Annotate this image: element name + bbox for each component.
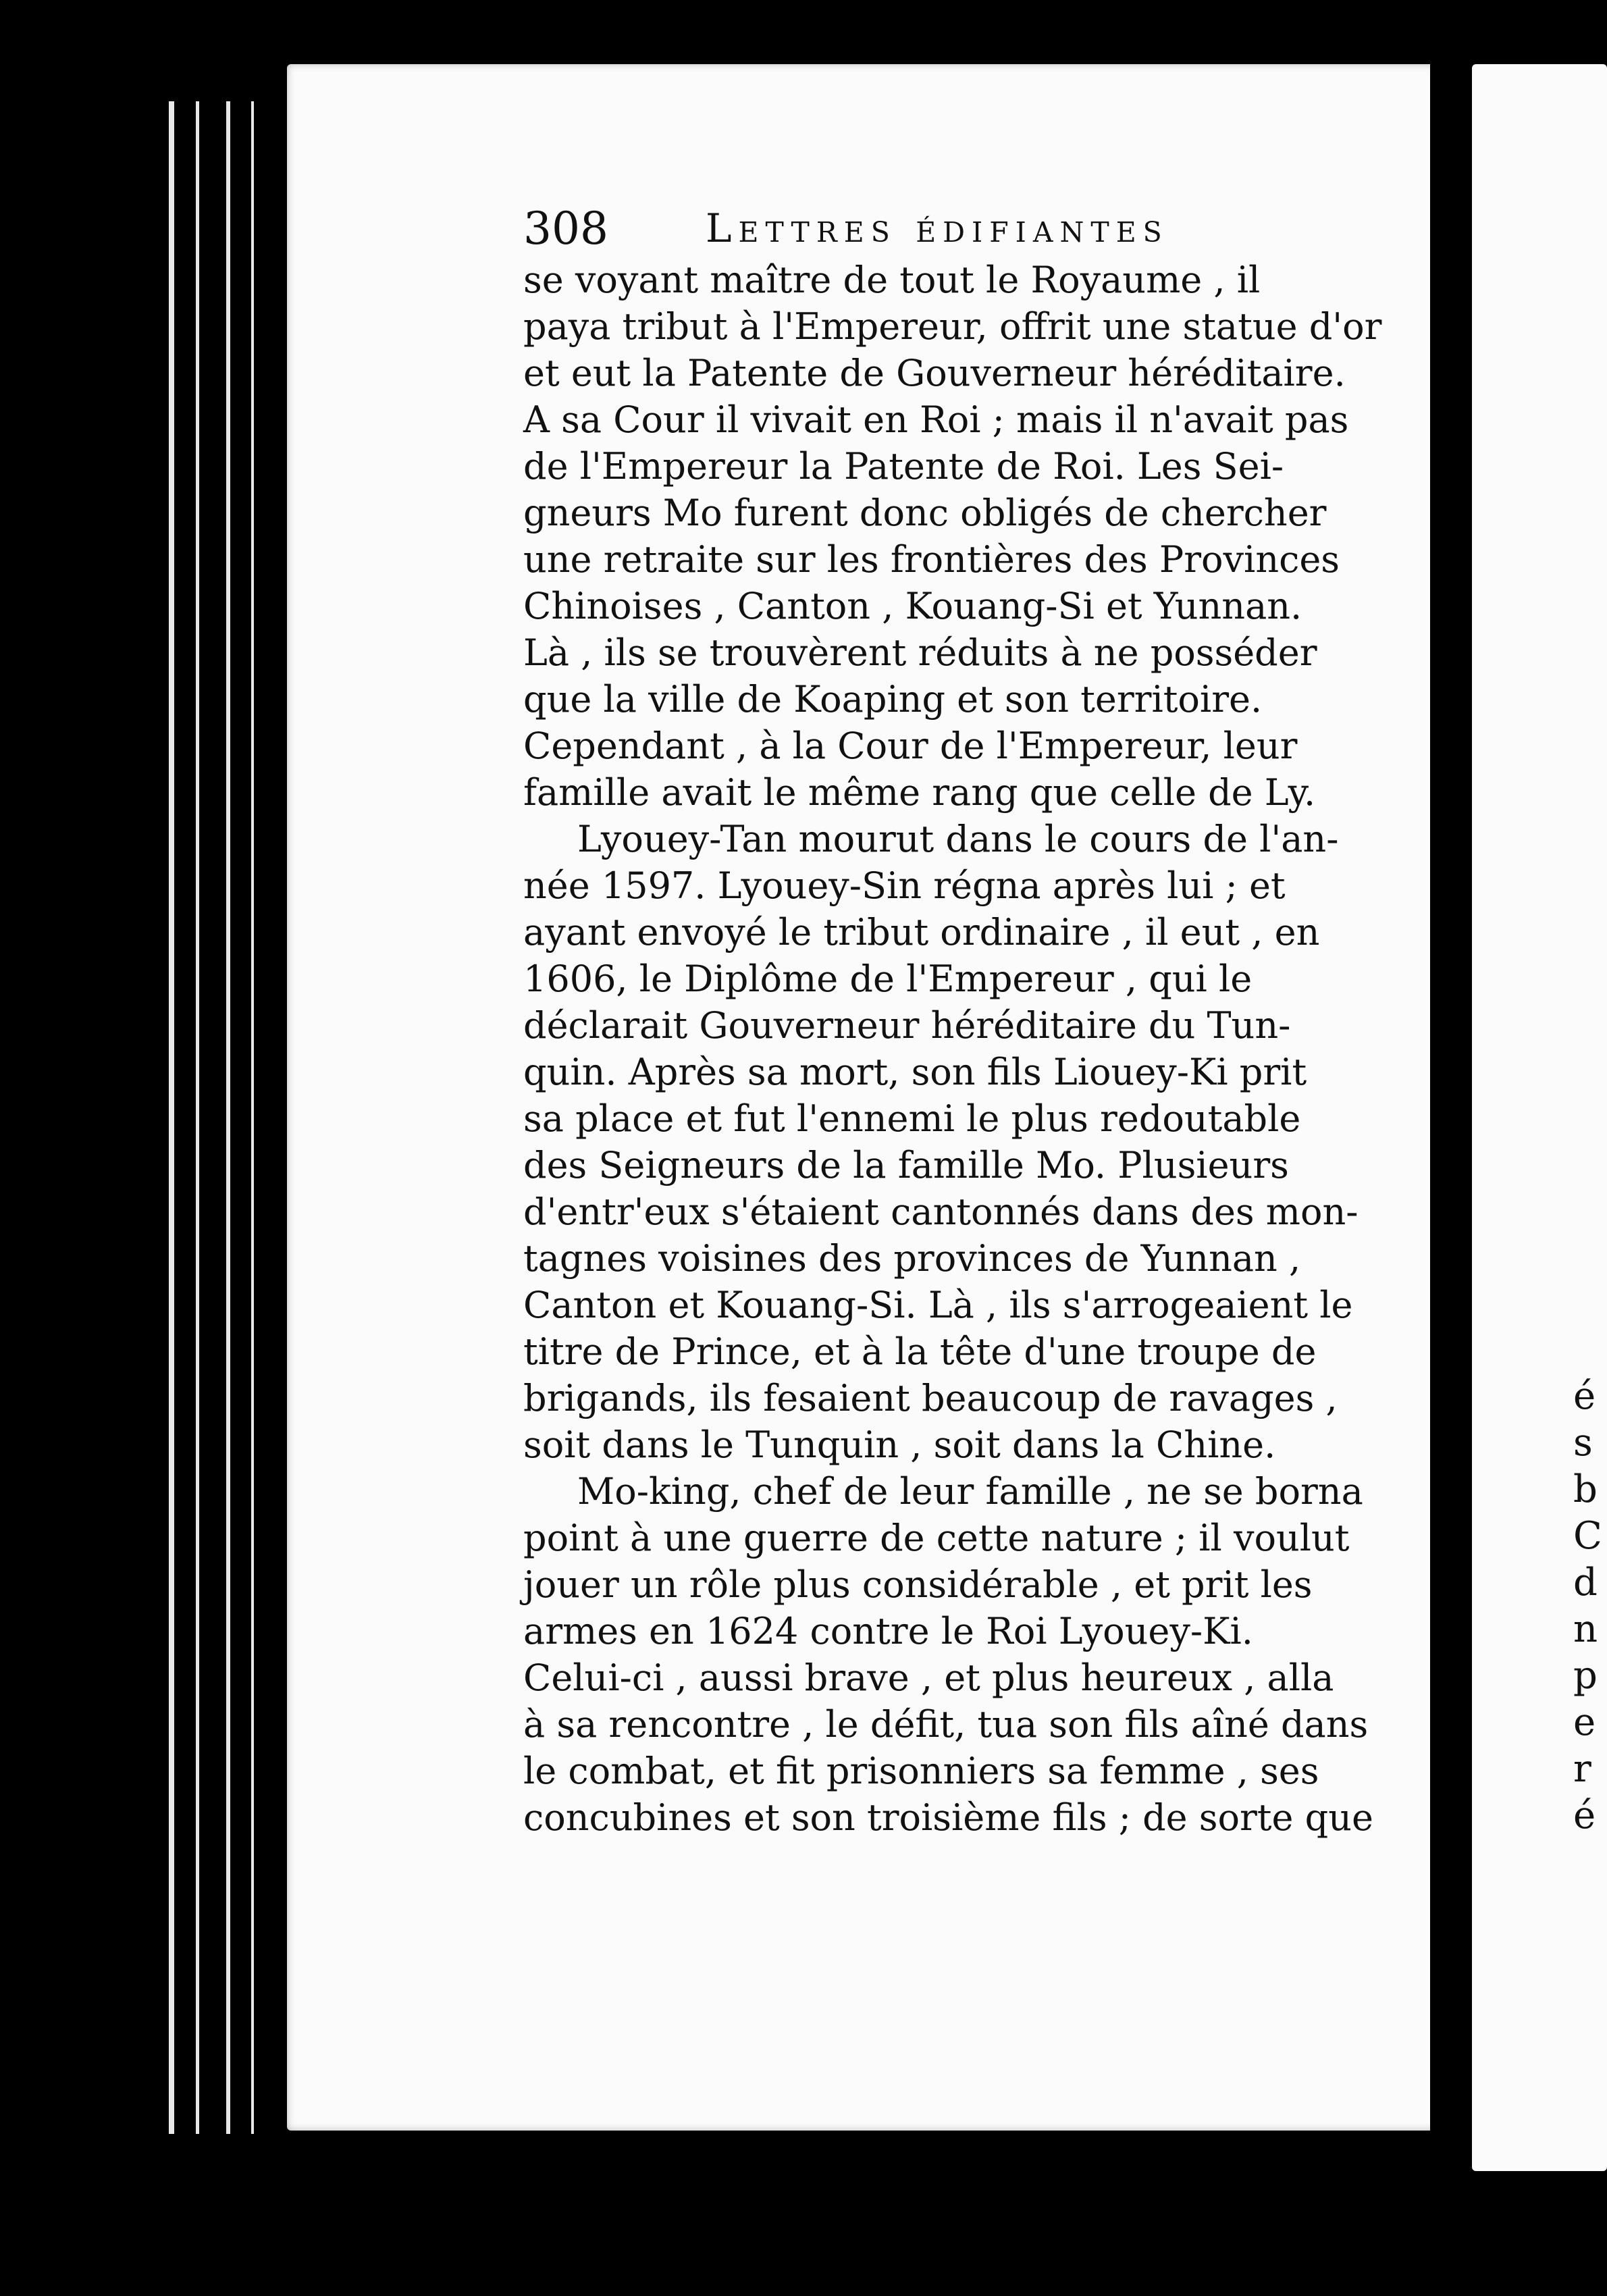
text-line: déclarait Gouverneur héréditaire du Tun- bbox=[523, 1004, 1291, 1047]
running-title: Lettres édifiantes bbox=[706, 205, 1169, 251]
facing-page-letter: p bbox=[1573, 1654, 1598, 1698]
text-line: Canton et Kouang-Si. Là , ils s'arrogeaient le bbox=[523, 1284, 1353, 1326]
text-line: et eut la Patente de Gouverneur héréditaire. bbox=[523, 352, 1346, 394]
text-line: paya tribut à l'Empereur, offrit une statue d'or bbox=[523, 305, 1382, 348]
body-text bbox=[523, 257, 1382, 1841]
facing-page-letter: s bbox=[1573, 1421, 1593, 1465]
text-line: Là , ils se trouvèrent réduits à ne posséder bbox=[523, 631, 1317, 674]
fore-edge-stripe bbox=[226, 101, 230, 2134]
text-line: A sa Cour il vivait en Roi ; mais il n'avait pas bbox=[523, 398, 1349, 441]
text-line: quin. Après sa mort, son fils Liouey-Ki prit bbox=[523, 1051, 1307, 1093]
text-line: à sa rencontre , le défit, tua son fils aîné dans bbox=[523, 1703, 1369, 1746]
text-line: jouer un rôle plus considérable , et prit les bbox=[523, 1563, 1313, 1606]
facing-page-letter: b bbox=[1573, 1467, 1598, 1511]
fore-edge-stripe bbox=[169, 101, 174, 2134]
text-line: née 1597. Lyouey-Sin régna après lui ; et bbox=[523, 864, 1286, 907]
facing-page-letter: C bbox=[1573, 1514, 1602, 1558]
text-line: Lyouey-Tan mourut dans le cours de l'an- bbox=[577, 818, 1339, 860]
text-line: armes en 1624 contre le Roi Lyouey-Ki. bbox=[523, 1610, 1253, 1652]
text-line: une retraite sur les frontières des Provinces bbox=[523, 538, 1340, 581]
text-line: des Seigneurs de la famille Mo. Plusieurs bbox=[523, 1144, 1289, 1186]
text-line: point à une guerre de cette nature ; il voulut bbox=[523, 1517, 1350, 1559]
text-line: se voyant maître de tout le Royaume , il bbox=[523, 259, 1261, 301]
text-line: tagnes voisines des provinces de Yunnan , bbox=[523, 1237, 1301, 1280]
text-line: que la ville de Koaping et son territoire. bbox=[523, 678, 1263, 721]
page-gutter bbox=[1430, 64, 1457, 2178]
facing-page-letter: e bbox=[1573, 1700, 1596, 1744]
facing-page-letter: é bbox=[1573, 1794, 1596, 1837]
text-line: de l'Empereur la Patente de Roi. Les Sei- bbox=[523, 445, 1284, 488]
facing-page-letter: é bbox=[1573, 1374, 1596, 1418]
page-number: 308 bbox=[523, 203, 608, 255]
text-line: Mo-king, chef de leur famille , ne se borna bbox=[577, 1470, 1363, 1513]
text-line: d'entr'eux s'étaient cantonnés dans des mon- bbox=[523, 1191, 1359, 1233]
text-line: titre de Prince, et à la tête d'une troupe de bbox=[523, 1330, 1317, 1373]
text-line: Cependant , à la Cour de l'Empereur, leur bbox=[523, 725, 1298, 767]
text-line: concubines et son troisième fils ; de sorte que bbox=[523, 1796, 1373, 1839]
text-line: Chinoises , Canton , Kouang-Si et Yunnan. bbox=[523, 585, 1302, 627]
text-line: brigands, ils fesaient beaucoup de ravages , bbox=[523, 1377, 1338, 1419]
text-line: ayant envoyé le tribut ordinaire , il eut , en bbox=[523, 911, 1320, 954]
text-line: Celui-ci , aussi brave , et plus heureux , alla bbox=[523, 1656, 1334, 1699]
fore-edge-stripe bbox=[196, 101, 199, 2134]
text-line: le combat, et fit prisonniers sa femme , ses bbox=[523, 1750, 1319, 1792]
fore-edge-stripe bbox=[251, 101, 254, 2134]
facing-page-edge bbox=[1472, 64, 1607, 2171]
text-line: soit dans le Tunquin , soit dans la Chine. bbox=[523, 1424, 1276, 1466]
facing-page-letter: n bbox=[1573, 1607, 1598, 1651]
text-line: famille avait le même rang que celle de Ly. bbox=[523, 771, 1316, 814]
text-line: 1606, le Diplôme de l'Empereur , qui le bbox=[523, 958, 1253, 1000]
page-header bbox=[523, 203, 1367, 263]
facing-page-letter: r bbox=[1573, 1747, 1591, 1791]
text-line: gneurs Mo furent donc obligés de chercher bbox=[523, 492, 1327, 534]
text-line: sa place et fut l'ennemi le plus redoutable bbox=[523, 1097, 1301, 1140]
facing-page-letter: d bbox=[1573, 1561, 1598, 1604]
